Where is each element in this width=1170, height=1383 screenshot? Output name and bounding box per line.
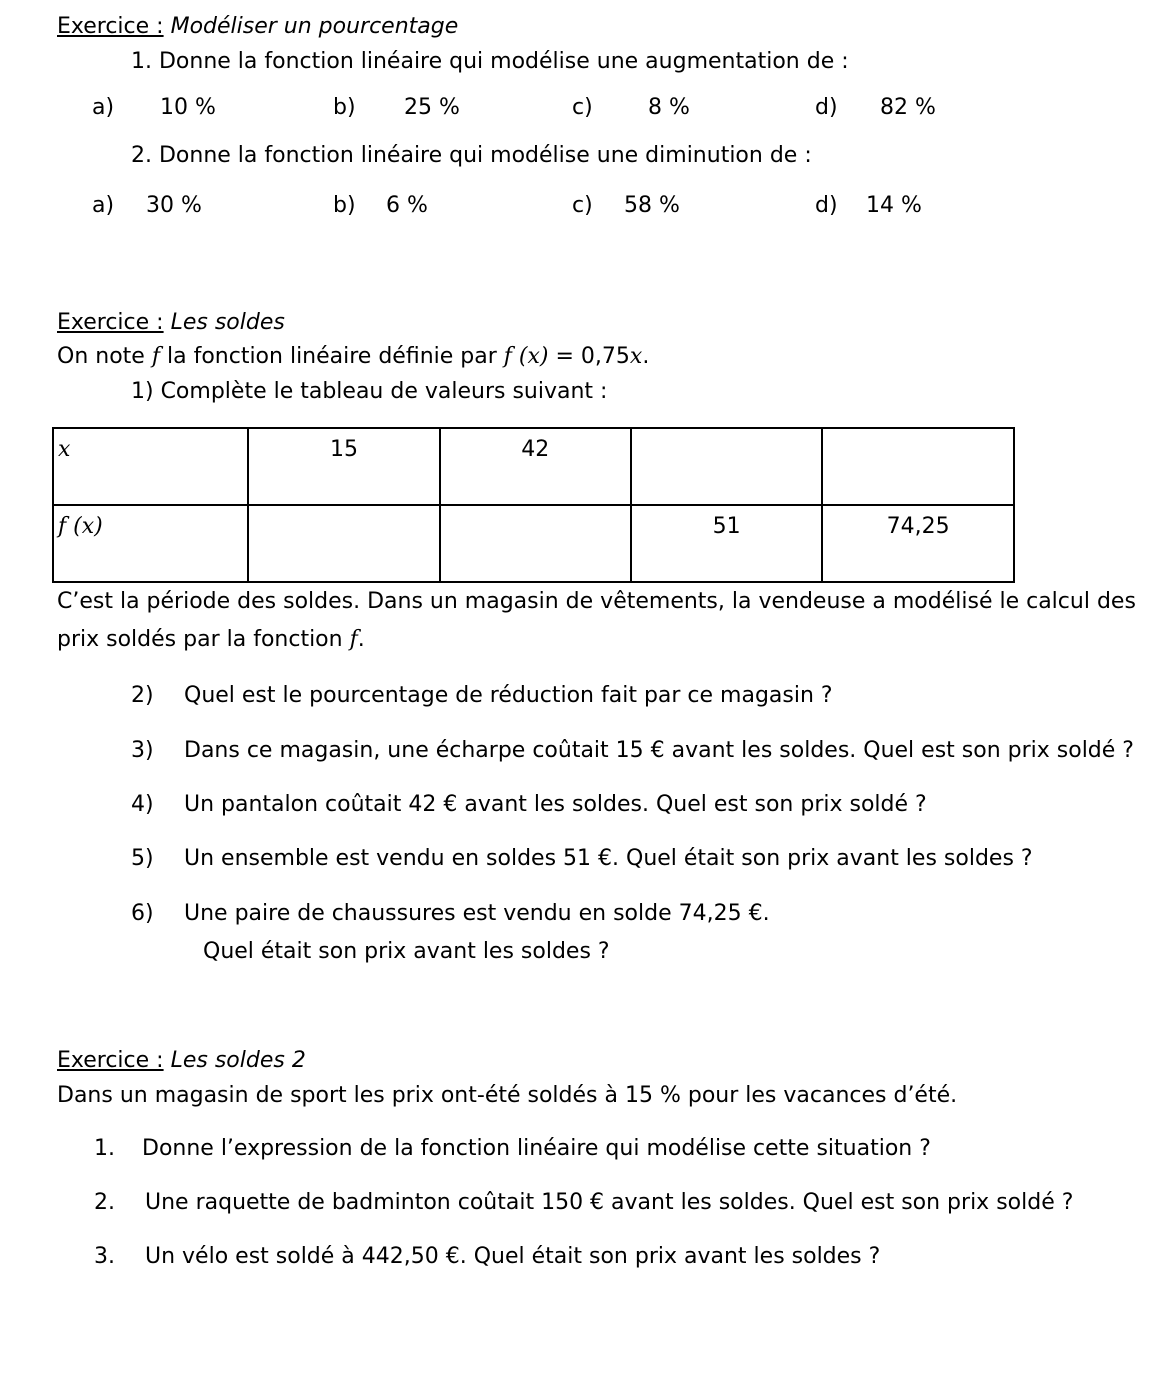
- ex3-question-1-num: 1.: [94, 1136, 115, 1161]
- ex2-title: [57, 312, 285, 334]
- aug-c-value: 8 %: [648, 95, 690, 120]
- ex1-question-2: 2. Donne la fonction linéaire qui modélise une diminution de :: [131, 143, 812, 168]
- ex3-title: [57, 1050, 306, 1072]
- ex3-question-2-text: Une raquette de badminton coûtait 150 € avant les soldes. Quel est son prix soldé ?: [145, 1190, 1074, 1215]
- ex1-question-1: 1. Donne la fonction linéaire qui modélise une augmentation de :: [131, 49, 849, 74]
- ex2-intro-fx: f (x): [503, 344, 549, 369]
- aug-a-value: 10 %: [160, 95, 216, 120]
- table-row-x: [53, 428, 1014, 505]
- table-cell: 51: [631, 505, 822, 582]
- table-cell: 74,25: [822, 505, 1014, 582]
- aug-c-letter: c): [572, 95, 593, 120]
- table-cell: [822, 428, 1014, 505]
- table-head-x: x: [53, 428, 248, 505]
- table-row-fx: [53, 505, 1014, 582]
- aug-d-letter: d): [815, 95, 838, 120]
- ex2-intro-end: .: [642, 344, 650, 369]
- table-head-fx: f (x): [53, 505, 248, 582]
- question-5-text: Un ensemble est vendu en soldes 51 €. Quel était son prix avant les soldes ?: [184, 846, 1033, 871]
- ex2-para2-b: .: [357, 627, 365, 652]
- value-table: [52, 427, 1015, 583]
- ex3-title-name: Les soldes 2: [170, 1048, 306, 1073]
- question-3-text: Dans ce magasin, une écharpe coûtait 15 € avant les soldes. Quel est son prix soldé ?: [184, 738, 1134, 763]
- ex3-question-3-text: Un vélo est soldé à 442,50 €. Quel était son prix avant les soldes ?: [145, 1244, 881, 1269]
- dim-a-value: 30 %: [146, 193, 202, 218]
- question-6-text: Une paire de chaussures est vendu en solde 74,25 €.: [184, 901, 770, 926]
- ex2-para2-f: f: [349, 627, 358, 652]
- ex2-intro-x: x: [629, 344, 643, 369]
- aug-b-letter: b): [333, 95, 356, 120]
- ex2-paragraph-line-2: [57, 629, 365, 651]
- dim-c-letter: c): [572, 193, 593, 218]
- aug-a-letter: a): [92, 95, 115, 120]
- ex2-title-name: Les soldes: [170, 310, 285, 335]
- ex3-intro: Dans un magasin de sport les prix ont-été soldés à 15 % pour les vacances d’été.: [57, 1083, 958, 1108]
- table-cell: 42: [440, 428, 631, 505]
- ex2-question-1: 1) Complète le tableau de valeurs suivant :: [131, 379, 608, 404]
- dim-c-value: 58 %: [624, 193, 680, 218]
- question-4-text: Un pantalon coûtait 42 € avant les soldes. Quel est son prix soldé ?: [184, 792, 927, 817]
- ex3-question-1-text: Donne l’expression de la fonction linéaire qui modélise cette situation ?: [142, 1136, 931, 1161]
- table-cell: [248, 505, 439, 582]
- ex2-title-label: Exercice :: [57, 310, 164, 335]
- question-2-text: Quel est le pourcentage de réduction fait par ce magasin ?: [184, 683, 833, 708]
- table-cell: [631, 428, 822, 505]
- ex2-intro: [57, 346, 649, 368]
- ex2-intro-a: On note: [57, 344, 145, 369]
- ex1-title-name: Modéliser un pourcentage: [170, 14, 459, 39]
- dim-b-letter: b): [333, 193, 356, 218]
- ex2-paragraph-line-1: C’est la période des soldes. Dans un magasin de vêtements, la vendeuse a modélisé le calcul des: [57, 589, 1136, 614]
- question-5-num: 5): [131, 846, 154, 871]
- question-4-num: 4): [131, 792, 154, 817]
- dim-d-value: 14 %: [866, 193, 922, 218]
- aug-b-value: 25 %: [404, 95, 460, 120]
- ex1-title: [57, 16, 458, 38]
- ex2-intro-c: = 0,75: [555, 344, 630, 369]
- ex2-para2-a: prix soldés par la fonction: [57, 627, 343, 652]
- table-cell: 15: [248, 428, 439, 505]
- ex3-question-2-num: 2.: [94, 1190, 115, 1215]
- question-3-num: 3): [131, 738, 154, 763]
- ex2-intro-f: f: [151, 344, 160, 369]
- table-cell: [440, 505, 631, 582]
- dim-d-letter: d): [815, 193, 838, 218]
- dim-b-value: 6 %: [386, 193, 428, 218]
- ex3-question-3-num: 3.: [94, 1244, 115, 1269]
- question-6-continued: Quel était son prix avant les soldes ?: [203, 939, 610, 964]
- aug-d-value: 82 %: [880, 95, 936, 120]
- question-6-num: 6): [131, 901, 154, 926]
- ex2-intro-b: la fonction linéaire définie par: [166, 344, 497, 369]
- dim-a-letter: a): [92, 193, 115, 218]
- ex3-title-label: Exercice :: [57, 1048, 164, 1073]
- question-2-num: 2): [131, 683, 154, 708]
- ex1-title-label: Exercice :: [57, 14, 164, 39]
